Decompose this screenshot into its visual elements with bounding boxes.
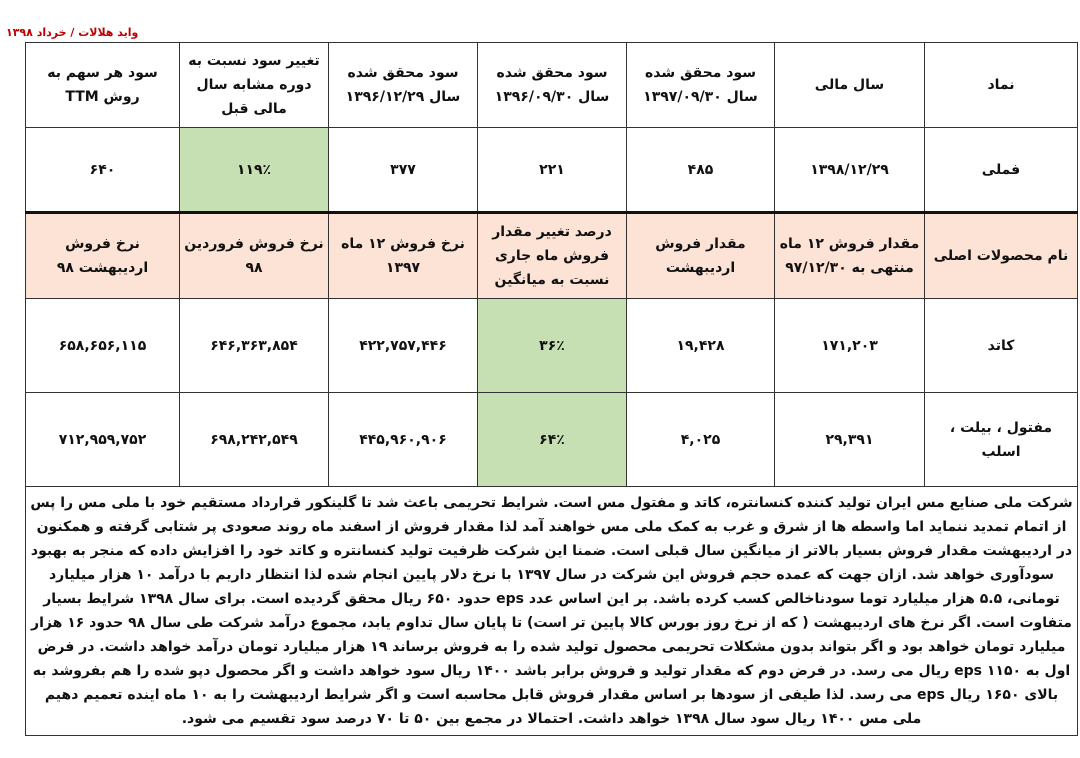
header-sales-ordibehesht: مقدار فروش اردیبهشت: [627, 213, 775, 299]
header-product-name: نام محصولات اصلی: [925, 213, 1078, 299]
cell-symbol: فملی: [925, 128, 1078, 213]
header-symbol: نماد: [925, 43, 1078, 128]
table-row: [26, 393, 1078, 487]
cell-product-name: مفتول ، بیلت ، اسلب: [925, 393, 1078, 487]
cell-sales-change-percent: ۶۴٪: [478, 393, 627, 487]
cell-rate-ordibehesht-98: ۷۱۲,۹۵۹,۷۵۲: [26, 393, 180, 487]
header-profit-1396-09-30: سود محقق شده سال ۱۳۹۶/۰۹/۳۰: [478, 43, 627, 128]
header-eps-ttm: سود هر سهم به روش TTM: [26, 43, 180, 128]
cell-profit-change: ۱۱۹٪: [180, 128, 329, 213]
summary-header-row: [26, 43, 1078, 128]
header-rate-ordibehesht-98: نرخ فروش اردیبهشت ۹۸: [26, 213, 180, 299]
header-rate-12-months-1397: نرخ فروش ۱۲ ماه ۱۳۹۷: [329, 213, 478, 299]
cell-sales-12-months: ۱۷۱,۲۰۳: [775, 299, 925, 393]
cell-sales-12-months: ۲۹,۳۹۱: [775, 393, 925, 487]
cell-rate-farvardin-98: ۶۴۶,۳۶۳,۸۵۴: [180, 299, 329, 393]
cell-rate-ordibehesht-98: ۶۵۸,۶۵۶,۱۱۵: [26, 299, 180, 393]
header-rate-farvardin-98: نرخ فروش فروردین ۹۸: [180, 213, 329, 299]
cell-profit-1396-12-29: ۳۷۷: [329, 128, 478, 213]
header-sales-change-percent: درصد تغییر مقدار فروش ماه جاری نسبت به میانگین: [478, 213, 627, 299]
cell-sales-ordibehesht: ۴,۰۲۵: [627, 393, 775, 487]
header-sales-12-months: مقدار فروش ۱۲ ماه منتهی به ۹۷/۱۲/۳۰: [775, 213, 925, 299]
cell-profit-1397-09-30: ۴۸۵: [627, 128, 775, 213]
description-row: [26, 487, 1078, 736]
products-header-row: [26, 213, 1078, 299]
header-fiscal-year: سال مالی: [775, 43, 925, 128]
cell-fiscal-year: ۱۳۹۸/۱۲/۲۹: [775, 128, 925, 213]
table-row: [26, 299, 1078, 393]
header-profit-change: تغییر سود نسبت به دوره مشابه سال مالی قبل: [180, 43, 329, 128]
cell-sales-change-percent: ۳۶٪: [478, 299, 627, 393]
summary-data-row: [26, 128, 1078, 213]
cell-sales-ordibehesht: ۱۹,۴۲۸: [627, 299, 775, 393]
cell-product-name: کاتد: [925, 299, 1078, 393]
header-profit-1397-09-30: سود محقق شده سال ۱۳۹۷/۰۹/۳۰: [627, 43, 775, 128]
header-profit-1396-12-29: سود محقق شده سال ۱۳۹۶/۱۲/۲۹: [329, 43, 478, 128]
watermark-label: واید هلالات / خرداد ۱۳۹۸: [6, 26, 139, 39]
cell-eps-ttm: ۶۴۰: [26, 128, 180, 213]
cell-rate-12-months-1397: ۴۴۵,۹۶۰,۹۰۶: [329, 393, 478, 487]
cell-rate-12-months-1397: ۴۲۲,۷۵۷,۴۴۶: [329, 299, 478, 393]
analysis-description: شرکت ملی صنایع مس ایران تولید کننده کنسانتره، کاتد و مفتول مس است. شرایط تحریمی باعث شد تا گلینکور قرارداد مستقیم خود با ملی مس را پس از اتمام تمدید ننماید اما واسطه ها از شرق و غرب به کمک ملی مس خواهند آمد لذا مقدار فروش از اسفند ماه روند صعودی پر شتابی گرفته و همکنون در اردیبهشت مقدار فروش بسیار بالاتر از میانگین سال قبلی است. ضمنا این شرکت ظرفیت تولید کنسانتره و کاتد خود را افزایش داده که منجر به بهبود سودآوری خواهد شد. ازان جهت که عمده حجم فروش این شرکت در سال ۱۳۹۷ با نرخ دلار پایین انجام شده لذا انتظار داریم با درآمد ۱۰ هزار میلیارد تومانی، ۵.۵ هزار میلیارد توما سودناخالص کسب کرده باشد. بر این اساس عدد eps حدود ۶۵۰ ریال محقق گردیده است. برای سال ۱۳۹۸ شرایط بسیار متفاوت است. اگر نرخ های اردیبهشت ( که از نرخ روز بورس کالا پایین تر است) تا پایان سال تداوم یابد، مجموع درآمد شرکت طی سال ۹۸ حدود ۱۶ هزار میلیارد تومان خواهد بود و اگر بتواند بدون مشکلات تحریمی محصول تولید شده را به فروش برساند ۱۹ هزار میلیارد تومان درآمد خواهد داشت. در فرض اول به ۱۱۵۰ eps ریال می رسد. در فرض دوم که مقدار تولید و فروش برابر باشد ۱۴۰۰ ریال سود خواهد داشت و اگر محصول دپو شده را هم بفروشد به بالای ۱۶۵۰ ریال eps می رسد. لذا طیفی از سودها بر اساس مقدار فروش قابل محاسبه است و اگر شرایط اردیبهشت را به ۱۰ ماه اینده تعمیم دهیم ملی مس ۱۴۰۰ ریال سود سال ۱۳۹۸ خواهد داشت. احتمالا در مجمع بین ۵۰ تا ۷۰ درصد سود تقسیم می شود.: [26, 487, 1078, 736]
analysis-table: [25, 42, 1078, 736]
cell-profit-1396-09-30: ۲۲۱: [478, 128, 627, 213]
cell-rate-farvardin-98: ۶۹۸,۲۴۲,۵۴۹: [180, 393, 329, 487]
